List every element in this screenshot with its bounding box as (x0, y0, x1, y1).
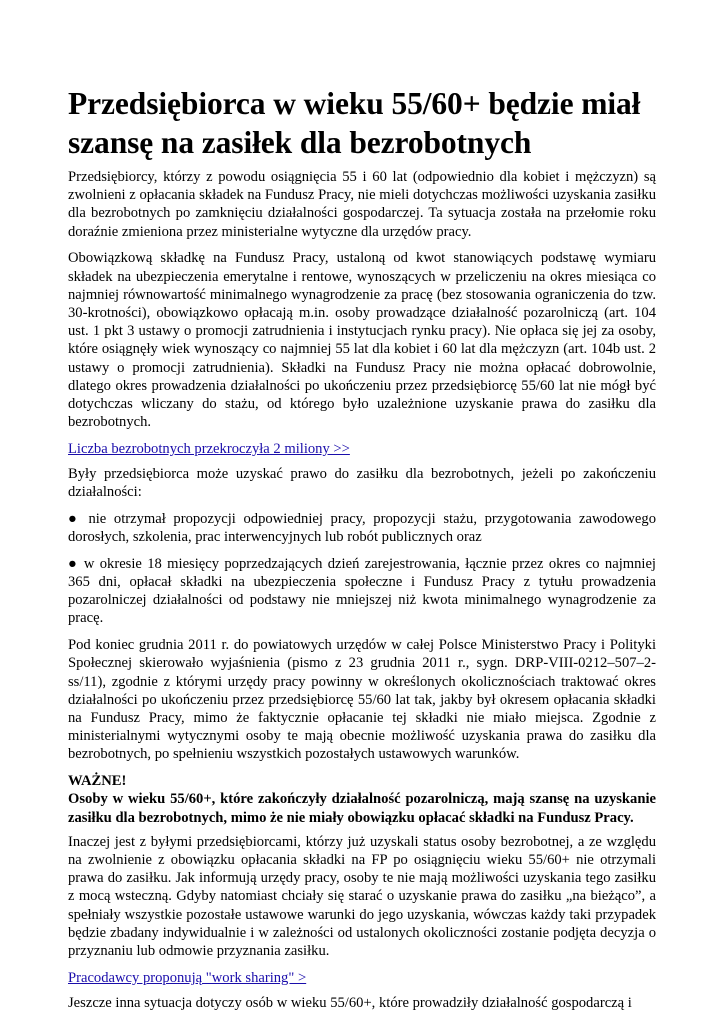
paragraph-another-situation: Jeszcze inna sytuacja dotyczy osób w wieku 55/60+, które prowadziły działalność gospodarczą i (68, 994, 632, 1011)
notice-text: Osoby w wieku 55/60+, które zakończyły działalność pozarolniczą, mają szansę na uzyskanie zasiłku dla bezrobotnych, mimo że nie miały obowiązku opłacać składki na Fundusz Pracy. (68, 791, 656, 826)
notice-heading: WAŻNE! (68, 773, 127, 790)
bullet-item-2: ● w okresie 18 miesięcy poprzedzających dzień zarejestrowania, łącznie przez okres co najmniej 365 dni, opłacał składki na ubezpieczenia społeczne i Fundusz Pracy z tytułu prowadzenia pozarolniczej działalności od podstawy nie mniejszej niż kwota minimalnego wynagrodzenie za pracę. (68, 555, 656, 627)
article (68, 84, 656, 1020)
link-paragraph-work-sharing (68, 969, 656, 987)
paragraph-former-entrepreneurs: Inaczej jest z byłymi przedsiębiorcami, którzy już uzyskali status osoby bezrobotnej, a ze względu na zwolnienie z obowiązku opłacania składki na FP po osiągnięciu wieku 55/60+ nie otrzymali prawa do zasiłku. Jak informują urzędy pracy, osoby te nie mają możliwości uzyskania tego zasiłku z mocą wsteczną. Gdyby natomiast chciały się starać o uzyskanie prawa do zasiłku „na bieżąco”, a spełniały wszystkie pozostałe ustawowe warunki do jego uzyskania, wówczas każdy taki przypadek będzie zbadany indywidualnie i w zależności od ustalonych okoliczności zostanie podjęta decyzja o przyznaniu lub odmowie przyznania zasiłku. (68, 833, 656, 959)
bullet-item-1: ● nie otrzymał propozycji odpowiedniej pracy, propozycji stażu, przygotowania zawodowego dorosłych, szkolenia, prac interwencyjnych lub robót publicznych oraz (68, 510, 656, 546)
notice-block (68, 772, 656, 827)
link-paragraph-unemployment (68, 440, 656, 458)
article-title: Przedsiębiorca w wieku 55/60+ będzie miał szansę na zasiłek dla bezrobotnych (68, 86, 641, 160)
unemployment-link[interactable]: Liczba bezrobotnych przekroczyła 2 miliony >> (68, 440, 350, 457)
paragraph-contribution: Obowiązkową składkę na Fundusz Pracy, ustaloną od kwot stanowiących podstawę wymiaru składek na ubezpieczenia emerytalne i rentowe, wynoszących w przeliczeniu na okres miesiąca co najmniej równowartość minimalnego wynagrodzenie za pracę (bez stosowania ograniczenia do tzw. 30-krotności), obowiązkowo opłacają m.in. osoby prowadzące działalność pozarolniczą (art. 104 ust. 1 pkt 3 ustawy o promocji zatrudnienia i instytucjach rynku pracy). Nie opłaca się jej za osoby, które osiągnęły wiek wynoszący co najmniej 55 lat dla kobiet i 60 lat dla mężczyzn (art. 104b ust. 2 ustawy o promocji zatrudnienia). Składki na Fundusz Pracy nie można opłacać dobrowolnie, dlatego okres prowadzenia działalności po ukończeniu przez przedsiębiorcę 55/60 lat nie mógł być dotychczas wliczany do stażu, od którego było uzależnione uzyskanie prawa do zasiłku dla bezrobotnych. (68, 250, 656, 431)
paragraph-intro: Przedsiębiorcy, którzy z powodu osiągnięcia 55 i 60 lat (odpowiednio dla kobiet i mężczyzn) są zwolnieni z opłacania składek na Fundusz Pracy, nie mieli dotychczas możliwości uzyskania zasiłku dla bezrobotnych po zamknięciu działalności gospodarczej. Ta sytuacja została na przełomie roku doraźnie zmieniona przez ministerialne wytyczne dla urzędów pracy. (68, 169, 656, 240)
paragraph-conditions-intro: Były przedsiębiorca może uzyskać prawo do zasiłku dla bezrobotnych, jeżeli po zakończeniu działalności: (68, 466, 656, 501)
paragraph-ministry: Pod koniec grudnia 2011 r. do powiatowych urzędów w całej Polsce Ministerstwo Pracy i Polityki Społecznej skierowało wyjaśnienia (pismo z 23 grudnia 2011 r., sygn. DRP-VIII-0212–507–2-ss/11), zgodnie z którymi urzędy pracy powinny w określonych okolicznościach traktować okres działalności po ukończeniu przez przedsiębiorcę 55/60 lat tak, jakby był okresem opłacania składki na Fundusz Pracy, mimo że faktycznie opłacanie tej składki nie miało miejsca. Zgodnie z ministerialnymi wytycznymi osoby te mają obecnie możliwość uzyskania prawa do zasiłku dla bezrobotnych, po spełnieniu wszystkich pozostałych ustawowych warunków. (68, 637, 656, 763)
work-sharing-link[interactable]: Pracodawcy proponują "work sharing" > (68, 969, 307, 986)
